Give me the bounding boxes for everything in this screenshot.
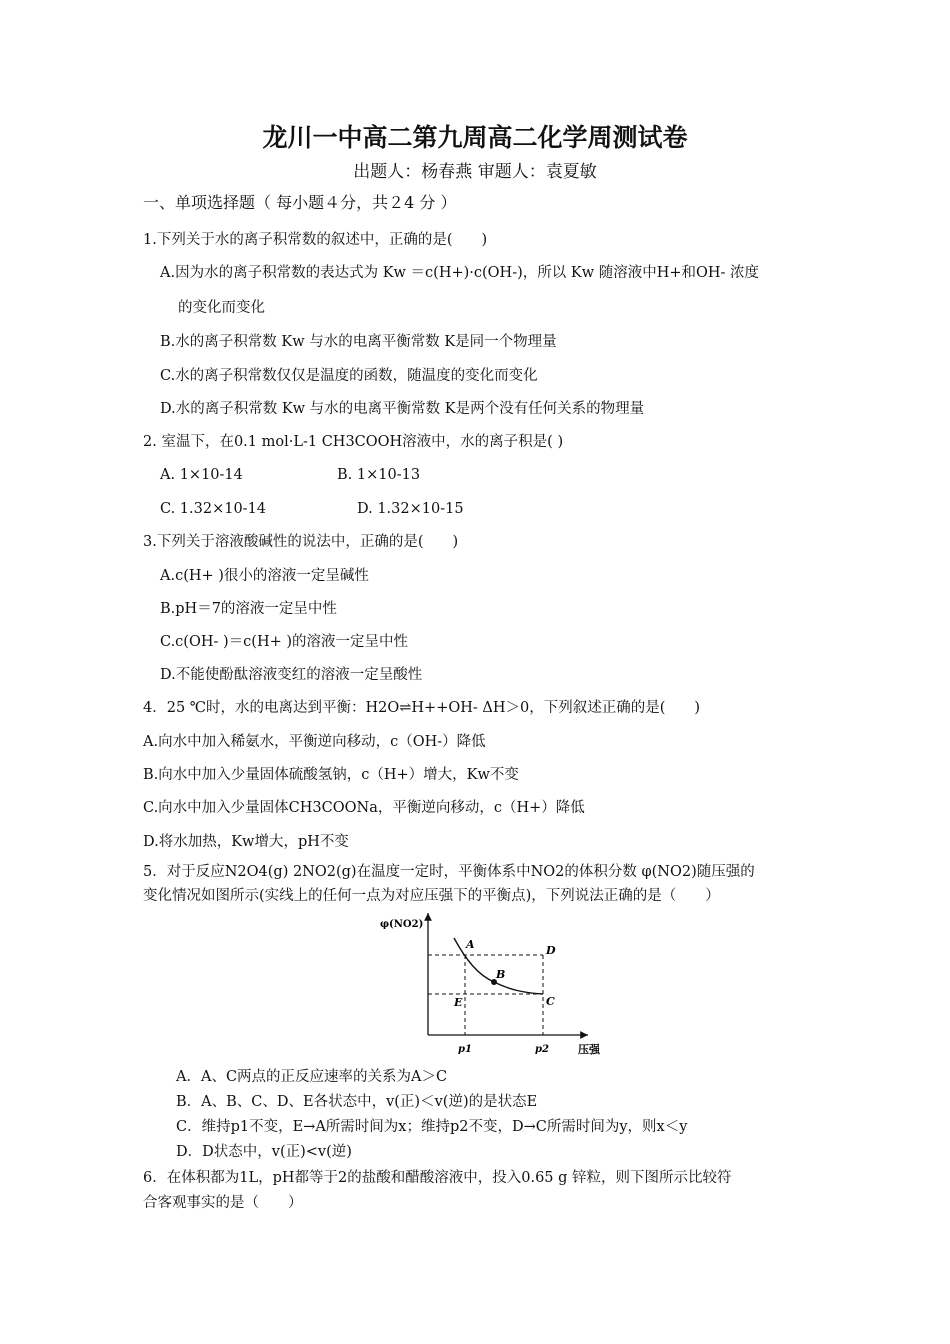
q1-option-d: D.水的离子积常数 Kw 与水的电离平衡常数 K是两个没有任何关系的物理量 <box>160 401 645 417</box>
x-axis-label: 压强 <box>578 1043 600 1056</box>
q5-option-d: D．D状态中，v(正)<v(逆) <box>176 1144 352 1160</box>
label-d: D <box>546 944 556 957</box>
q2-option-a: A. 1×10-14 <box>160 467 243 483</box>
q1-option-c: C.水的离子积常数仅仅是温度的函数，随温度的变化而变化 <box>160 368 538 384</box>
q4-option-b: B.向水中加入少量固体硫酸氢钠，c（H+）增大，Kw不变 <box>143 767 519 783</box>
q5-option-a: A．A、C两点的正反应速率的关系为A＞C <box>176 1069 448 1085</box>
q2-option-c: C. 1.32×10-14 <box>160 501 267 517</box>
pressure-graph <box>370 905 610 1060</box>
q2-option-b: B. 1×10-13 <box>337 467 421 483</box>
q4-option-c: C.向水中加入少量固体CH3COONa，平衡逆向移动，c（H+）降低 <box>143 800 585 816</box>
q3-stem: 3.下列关于溶液酸碱性的说法中，正确的是( ) <box>143 534 459 550</box>
label-e: E <box>454 996 463 1009</box>
q3-option-c: C.c(OH- )＝c(H+ )的溶液一定呈中性 <box>160 634 409 650</box>
q1-option-b: B.水的离子积常数 Kw 与水的电离平衡常数 K是同一个物理量 <box>160 334 557 350</box>
q4-stem: 4．25 ℃时，水的电离达到平衡：H2O⇌H++OH- ΔH＞0，下列叙述正确的是( ) <box>143 700 701 716</box>
y-axis-label: φ(NO2) <box>380 919 424 930</box>
q3-option-a: A.c(H+ )很小的溶液一定呈碱性 <box>160 568 369 584</box>
q5-stem-line2: 变化情况如图所示(实线上的任何一点为对应压强下的平衡点)，下列说法正确的是（ ） <box>143 888 720 904</box>
q5-option-c: C．维持p1不变，E→A所需时间为x；维持p2不变，D→C所需时间为y，则x＜y <box>176 1119 688 1135</box>
q4-option-d: D.将水加热，Kw增大，pH不变 <box>143 834 349 850</box>
q2-stem: 2. 室温下，在0.1 mol·L-1 CH3COOH溶液中，水的离子积是( ) <box>143 434 564 450</box>
tick-p2: p2 <box>535 1044 549 1055</box>
q1-option-a-line1: A.因为水的离子积常数的表达式为 Kw ＝c(H+)·c(OH-)，所以 Kw 随溶液中H+和OH- 浓度 <box>160 265 760 281</box>
page-title: 龙川一中高二第九周高二化学周测试卷 <box>262 123 688 152</box>
section-heading: 一、单项选择题（ 每小题４分，共２4 分 ） <box>143 193 457 212</box>
q2-option-d: D. 1.32×10-15 <box>357 501 464 517</box>
q3-option-d: D.不能使酚酞溶液变红的溶液一定呈酸性 <box>160 667 423 683</box>
q5-option-b: B．A、B、C、D、E各状态中，v(正)＜v(逆)的是状态E <box>176 1094 538 1110</box>
tick-p1: p1 <box>458 1044 472 1055</box>
label-a: A <box>466 938 475 951</box>
q5-stem-line1: 5．对于反应N2O4(g) 2NO2(g)在温度一定时，平衡体系中NO2的体积分数 φ(NO2)随压强的 <box>143 864 755 880</box>
q1-stem: 1.下列关于水的离子积常数的叙述中，正确的是( ) <box>143 232 488 248</box>
q6-stem-line1: 6．在体积都为1L，pH都等于2的盐酸和醋酸溶液中，投入0.65 g 锌粒，则下图所示比较符 <box>143 1170 732 1186</box>
q1-option-a-line2: 的变化而变化 <box>178 300 265 316</box>
label-b: B <box>496 968 506 981</box>
authors-line: 出题人：杨春燕 审题人：袁夏敏 <box>353 162 597 182</box>
q4-option-a: A.向水中加入稀氨水，平衡逆向移动，c（OH-）降低 <box>143 734 486 750</box>
label-c: C <box>546 995 555 1008</box>
q6-stem-line2: 合客观事实的是（ ） <box>143 1195 303 1211</box>
q3-option-b: B.pH＝7的溶液一定呈中性 <box>160 601 337 617</box>
